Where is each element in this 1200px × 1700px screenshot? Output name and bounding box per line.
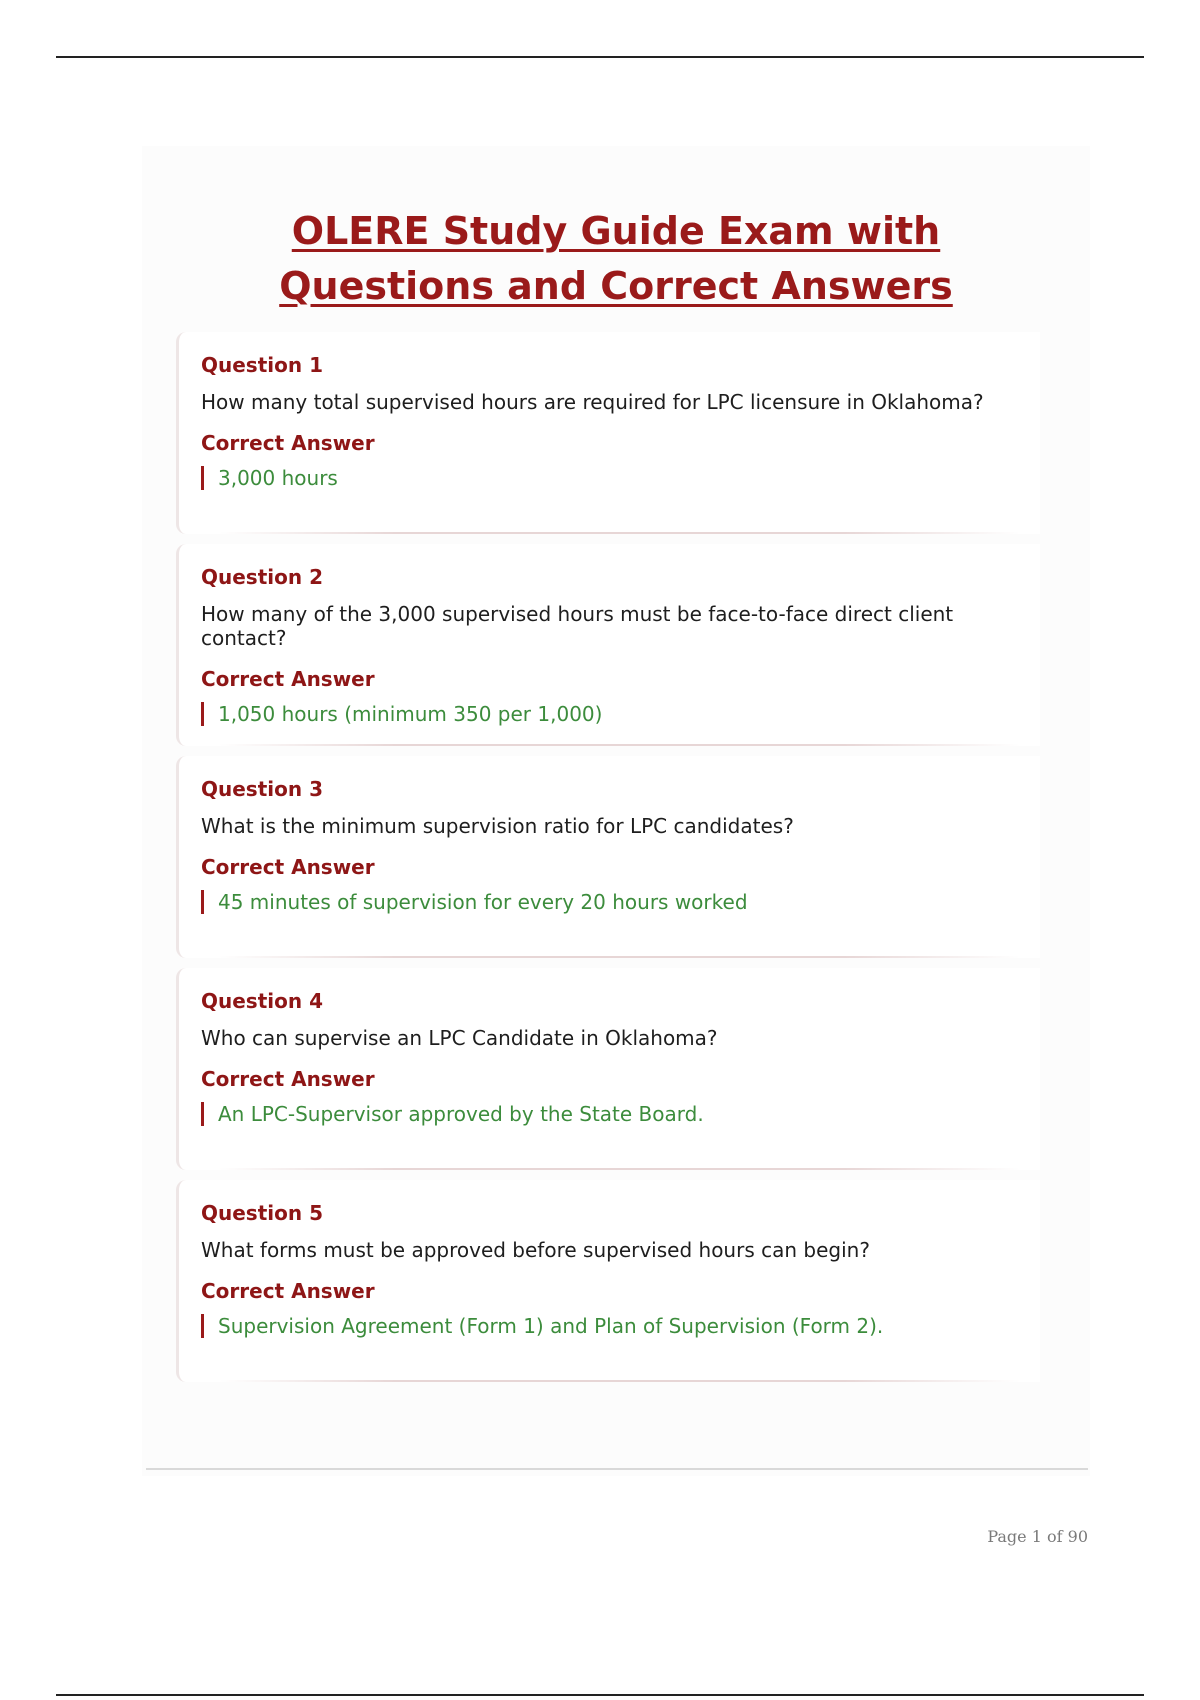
- question-text: How many total supervised hours are required for LPC licensure in Oklahoma?: [201, 390, 984, 414]
- question-card-2: [176, 544, 1040, 746]
- correct-answer-label: Correct Answer: [201, 431, 375, 455]
- answer-text: 45 minutes of supervision for every 20 hours worked: [201, 890, 1040, 914]
- top-border-line: [56, 56, 1144, 58]
- question-card-5: [176, 1180, 1040, 1382]
- bottom-border-line: [56, 1694, 1144, 1696]
- answer-text: An LPC-Supervisor approved by the State Board.: [201, 1102, 1040, 1126]
- page-number: Page 1 of 90: [987, 1527, 1088, 1546]
- question-text: What is the minimum supervision ratio for LPC candidates?: [201, 814, 794, 838]
- question-card-4: [176, 968, 1040, 1170]
- answer-text: 3,000 hours: [201, 466, 1040, 490]
- question-label: Question 3: [201, 777, 323, 801]
- document-title: OLERE Study Guide Exam with Questions and Correct Answers: [279, 209, 953, 308]
- question-label: Question 1: [201, 353, 323, 377]
- answer-text: 1,050 hours (minimum 350 per 1,000): [201, 702, 1040, 726]
- question-card-1: [176, 332, 1040, 534]
- correct-answer-label: Correct Answer: [201, 667, 375, 691]
- correct-answer-label: Correct Answer: [201, 1279, 375, 1303]
- question-card-3: [176, 756, 1040, 958]
- question-label: Question 4: [201, 989, 323, 1013]
- footer-divider: [146, 1468, 1088, 1470]
- question-list: [176, 332, 1040, 1392]
- question-label: Question 5: [201, 1201, 323, 1225]
- question-label: Question 2: [201, 565, 323, 589]
- question-text: What forms must be approved before supervised hours can begin?: [201, 1238, 870, 1262]
- question-text: How many of the 3,000 supervised hours must be face-to-face direct client contact?: [201, 602, 954, 650]
- answer-text: Supervision Agreement (Form 1) and Plan of Supervision (Form 2).: [201, 1314, 1040, 1338]
- correct-answer-label: Correct Answer: [201, 1067, 375, 1091]
- question-text: Who can supervise an LPC Candidate in Oklahoma?: [201, 1026, 718, 1050]
- correct-answer-label: Correct Answer: [201, 855, 375, 879]
